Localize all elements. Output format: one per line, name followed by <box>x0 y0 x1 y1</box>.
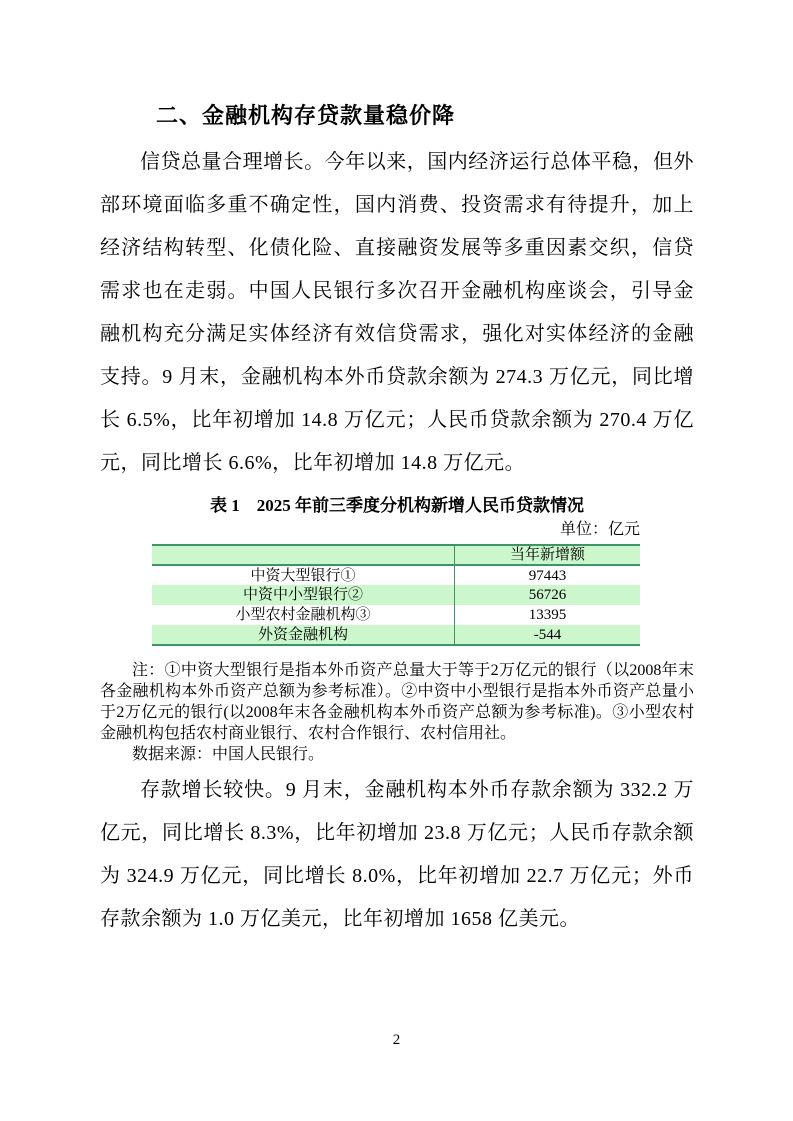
value-column-header: 当年新增额 <box>510 547 586 563</box>
value-cell: 13395 <box>528 607 567 623</box>
table-row <box>152 625 640 645</box>
institution-cell: 外资金融机构 <box>152 625 455 645</box>
page-number: 2 <box>392 1032 401 1048</box>
table-notes <box>100 660 694 765</box>
table-row <box>152 565 640 585</box>
institution-cell: 小型农村金融机构③ <box>152 605 455 625</box>
institution-cell: 中资大型银行① <box>152 565 455 585</box>
table-unit-label: 单位：亿元 <box>559 521 640 538</box>
note-text: 注：①中资大型银行是指本外币资产总量大于等于2万亿元的银行（以2008年末各金融机构本外币资产总额为参考标准）。②中资中小型银行是指本外币资产总量小于2万亿元的银行(以2008年末各金融机构本外币资产总额为参考标准)。③小型农村金融机构包括农村商业银行、农村合作银行、农村信用社。 <box>100 662 694 742</box>
table-row <box>152 605 640 625</box>
loan-table <box>152 544 640 646</box>
paragraph-deposit-growth: 存款增长较快。9 月末，金融机构本外币存款余额为 332.2 万亿元，同比增长 8.3%，比年初增加 23.8 万亿元；人民币存款余额为 324.9 万亿元，同比增长 8.0%，比年初增加 22.7 万亿元；外币存款余额为 1.0 万亿美元，比年初增加 1658 亿美元。 <box>100 779 694 930</box>
header-row <box>152 545 640 565</box>
paragraph-credit-growth: 信贷总量合理增长。今年以来，国内经济运行总体平稳，但外部环境面临多重不确定性，国内消费、投资需求有待提升，加上经济结构转型、化债化险、直接融资发展等多重因素交织，信贷需求也在走弱。中国人民银行多次召开金融机构座谈会，引导金融机构充分满足实体经济有效信贷需求，强化对实体经济的金融支持。9 月末，金融机构本外币贷款余额为 274.3 万亿元，同比增长 6.5%，比年初增加 14.8 万亿元；人民币贷款余额为 270.4 万亿元，同比增长 6.6%，比年初增加 14.8 万亿元。 <box>100 151 694 474</box>
section-heading: 二、金融机构存贷款量稳价降 <box>156 103 456 128</box>
institution-column-header <box>152 545 455 565</box>
loan-table-body <box>152 565 640 645</box>
institution-cell: 中资中小型银行② <box>152 585 455 605</box>
table-row <box>152 585 640 605</box>
value-cell: 56726 <box>528 587 567 603</box>
page-content <box>100 0 694 941</box>
loan-table-header <box>152 545 640 565</box>
data-source-text: 数据来源：中国人民银行。 <box>132 746 325 763</box>
table-title: 表 1 2025 年前三季度分机构新增人民币贷款情况 <box>210 496 584 515</box>
value-cell: -544 <box>533 626 562 643</box>
value-cell: 97443 <box>528 567 567 584</box>
